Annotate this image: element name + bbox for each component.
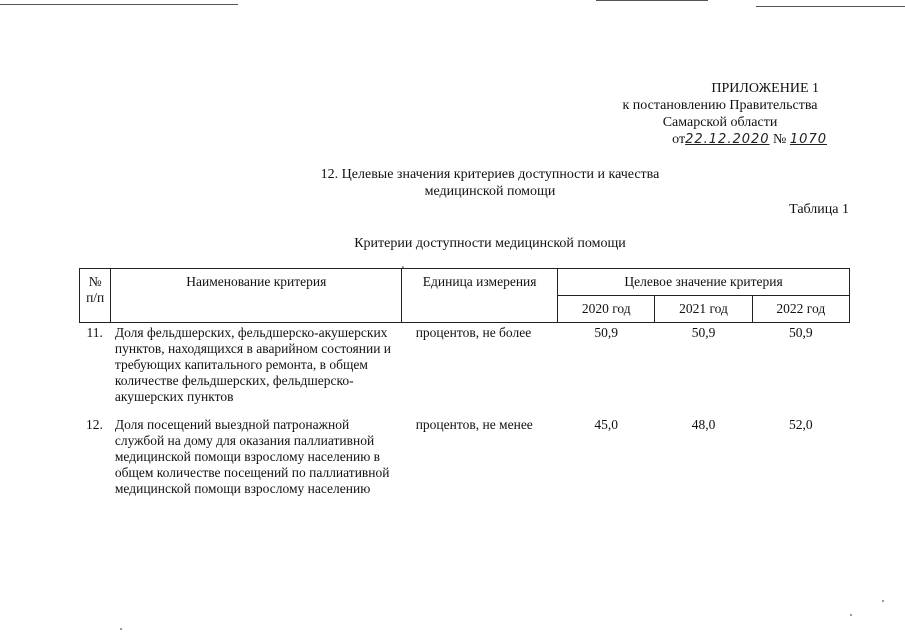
appendix-line: Самарской области [662, 115, 778, 130]
table-label: Таблица 1 [789, 202, 849, 217]
heading-line: 12. Целевые значения критериев доступности и качества [320, 167, 660, 182]
scan-line [596, 0, 708, 1]
header-year: 2022 год [752, 296, 849, 323]
row-number: 12. [86, 417, 103, 432]
header-no: № п/п [80, 269, 111, 323]
appendix-block [605, 80, 835, 148]
criterion-name: Доля посещений выездной патронажной службой на дому для оказания паллиативной медицинской помощи взрослому населению в общем количестве посещений по паллиативной медицинской помощи взрослому населению [114, 417, 390, 496]
table-caption: Критерии доступности медицинской помощи [354, 236, 626, 251]
value-2022: 50,9 [789, 325, 813, 340]
section-heading [250, 166, 730, 200]
header-year: 2020 год [558, 296, 655, 323]
value-2022: 52,0 [789, 417, 813, 432]
appendix-date-number [605, 131, 835, 148]
header-unit: Единица измерения [402, 269, 558, 323]
header-year: 2021 год [655, 296, 752, 323]
heading-line: медицинской помощи [424, 184, 556, 199]
number-prefix: № [773, 132, 787, 147]
row-number: 11. [86, 325, 103, 340]
appendix-title: ПРИЛОЖЕНИЕ 1 [711, 81, 819, 96]
table-header-row [80, 269, 850, 296]
value-2021: 48,0 [691, 417, 716, 432]
scan-speck [850, 614, 852, 616]
scan-speck [402, 266, 404, 268]
scan-line [756, 6, 905, 7]
appendix-line: к постановлению Правительства [622, 98, 818, 113]
scan-line [0, 4, 238, 5]
value-2021: 50,9 [691, 325, 716, 340]
header-target: Целевое значение критерия [558, 269, 850, 296]
scan-speck [120, 628, 122, 630]
criterion-unit: процентов, не менее [415, 417, 533, 432]
handwritten-date: 22.12.2020 [685, 132, 770, 147]
table-row [80, 417, 850, 509]
criterion-name: Доля фельдшерских, фельдшерско-акушерских пунктов, находящихся в аварийном состоянии и требующих капитального ремонта, в общем количестве фельдшерских, фельдшерско-акушерских пунктов [114, 325, 392, 404]
handwritten-number: 1070 [789, 132, 827, 147]
criterion-unit: процентов, не более [415, 325, 532, 340]
scan-speck [882, 600, 884, 602]
table-row [80, 323, 850, 418]
header-name: Наименование критерия [111, 269, 402, 323]
value-2020: 50,9 [594, 325, 619, 340]
criteria-table [79, 268, 850, 509]
value-2020: 45,0 [594, 417, 619, 432]
date-prefix: от [672, 132, 686, 147]
